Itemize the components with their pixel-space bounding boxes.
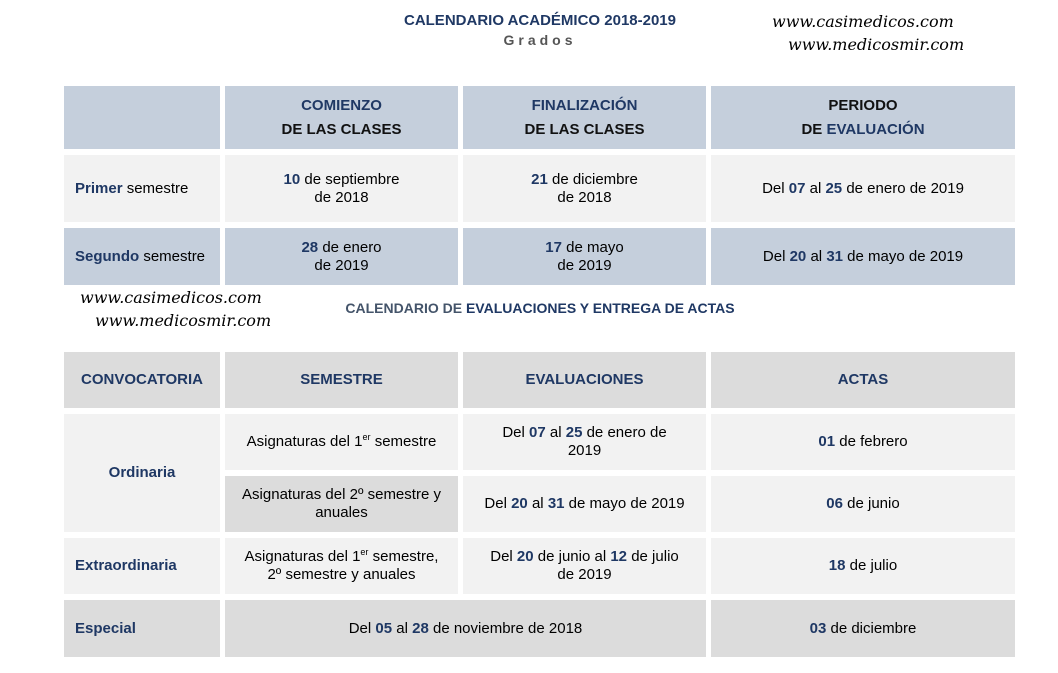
header-finalizacion: FINALIZACIÓN DE LAS CLASES xyxy=(463,86,706,149)
watermark-line2-mid: www.medicosmir.com xyxy=(95,311,272,330)
header-periodo: PERIODO DE EVALUACIÓN xyxy=(711,86,1015,149)
cell-start-segundo: 28 de enero de 2019 xyxy=(225,228,458,285)
header-convocatoria: CONVOCATORIA xyxy=(64,352,220,408)
header-evaluaciones: EVALUACIONES xyxy=(463,352,706,408)
cell-extra-semestre: Asignaturas del 1er semestre, 2º semestre y anuales xyxy=(225,538,458,594)
row-label-especial: Especial xyxy=(64,600,220,657)
header-comienzo: COMIENZO DE LAS CLASES xyxy=(225,86,458,149)
cell-ord-eval-1: Del 07 al 25 de enero de 2019 xyxy=(463,414,706,470)
cell-especial-eval: Del 05 al 28 de noviembre de 2018 xyxy=(225,600,706,657)
cell-eval-segundo: Del 20 al 31 de mayo de 2019 xyxy=(711,228,1015,285)
cell-ord-actas-2: 06 de junio xyxy=(711,476,1015,532)
watermark-line2-top: www.medicosmir.com xyxy=(788,35,965,54)
section-title-evaluaciones: CALENDARIO DE EVALUACIONES Y ENTREGA DE ACTAS xyxy=(345,300,735,316)
cell-end-segundo: 17 de mayo de 2019 xyxy=(463,228,706,285)
cell-end-primer: 21 de diciembre de 2018 xyxy=(463,155,706,222)
cell-extra-actas: 18 de julio xyxy=(711,538,1015,594)
cell-start-primer: 10 de septiembre de 2018 xyxy=(225,155,458,222)
cell-especial-actas: 03 de diciembre xyxy=(711,600,1015,657)
row-label-extraordinaria: Extraordinaria xyxy=(64,538,220,594)
cell-ord-eval-2: Del 20 al 31 de mayo de 2019 xyxy=(463,476,706,532)
cell-extra-eval: Del 20 de junio al 12 de julio de 2019 xyxy=(463,538,706,594)
row-label-segundo: Segundo semestre xyxy=(64,228,220,285)
cell-ord-semestre-2: Asignaturas del 2º semestre y anuales xyxy=(225,476,458,532)
cell-eval-primer: Del 07 al 25 de enero de 2019 xyxy=(711,155,1015,222)
watermark-line1-mid: www.casimedicos.com xyxy=(80,288,262,307)
watermark-line1-top: www.casimedicos.com xyxy=(772,12,954,31)
header-actas: ACTAS xyxy=(711,352,1015,408)
table1-corner-cell xyxy=(64,86,220,149)
page-subtitle: Grados xyxy=(503,32,577,48)
cell-ord-semestre-1: Asignaturas del 1er semestre xyxy=(225,414,458,470)
cell-ord-actas-1: 01 de febrero xyxy=(711,414,1015,470)
page-title: CALENDARIO ACADÉMICO 2018-2019 xyxy=(403,12,676,29)
row-label-ordinaria: Ordinaria xyxy=(64,414,220,532)
header-semestre: SEMESTRE xyxy=(225,352,458,408)
row-label-primer: Primer semestre xyxy=(64,155,220,222)
